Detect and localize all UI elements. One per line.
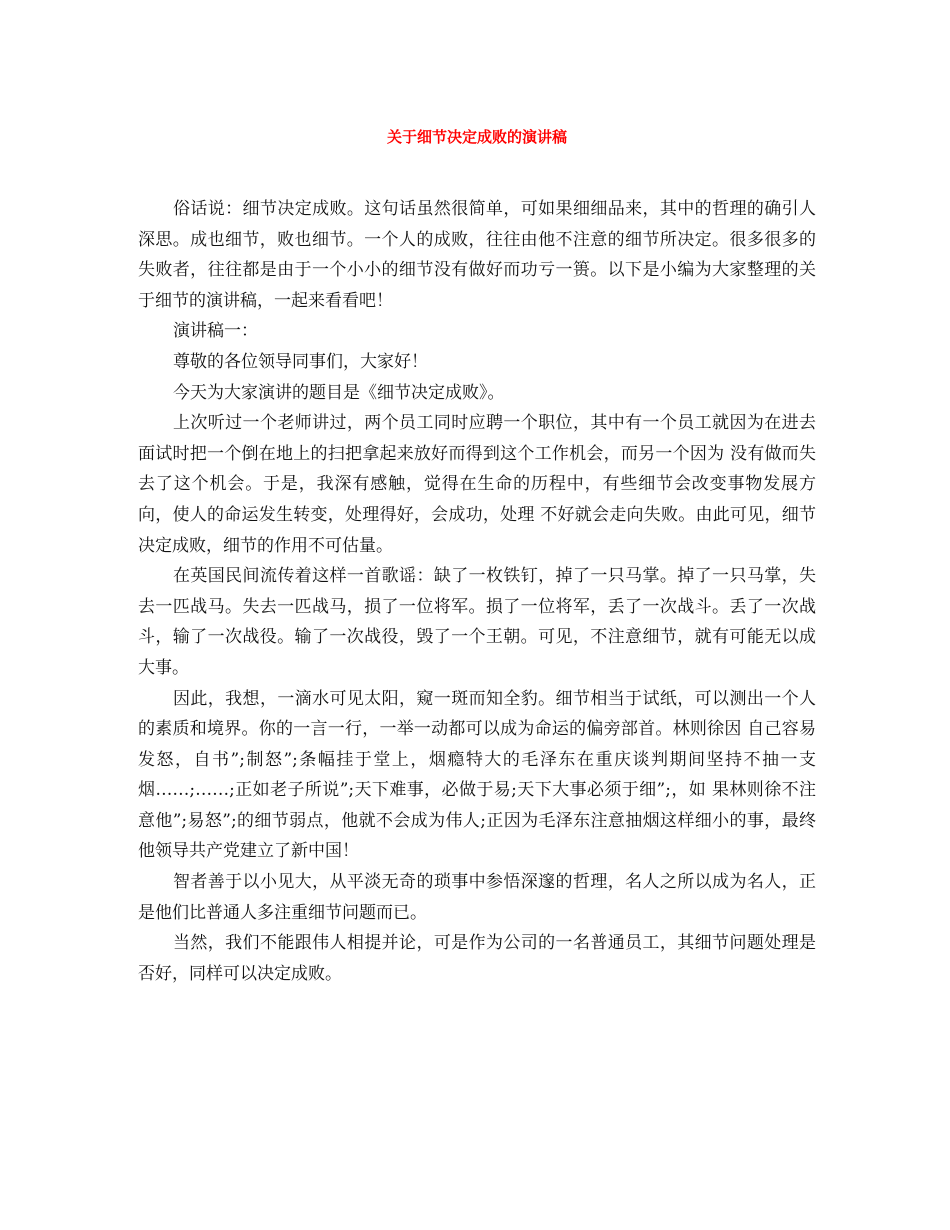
paragraph-ballad: 在英国民间流传着这样一首歌谣：缺了一枚铁钉，掉了一只马掌。掉了一只马掌，失去一匹战马。失去一匹战马，损了一位将军。损了一位将军，丢了一次战斗。丢了一次战斗，输了一次战役。输了一次战役，毁了一个王朝。可见，不注意细节，就有可能无以成大事。 bbox=[138, 566, 816, 678]
paragraph-story: 上次听过一个老师讲过，两个员工同时应聘一个职位，其中有一个员工就因为在进去面试时把一个倒在地上的扫把拿起来放好而得到这个工作机会，而另一个因为 没有做而失去了这个机会。于是，我深有感触，觉得在生命的历程中，有些细节会改变事物发展方向，使人的命运发生转变，处理得好，会成功，处理 不好就会走向失败。由此可见，细节决定成败，细节的作用不可估量。 bbox=[138, 413, 816, 556]
paragraph-greeting: 尊敬的各位领导同事们，大家好！ bbox=[173, 351, 428, 372]
paragraph-speech-label: 演讲稿一： bbox=[173, 321, 258, 342]
paragraph-intro: 俗话说：细节决定成败。这句话虽然很简单，可如果细细品来，其中的哲理的确引人深思。成也细节，败也细节。一个人的成败，往往由他不注意的细节所决定。很多很多的失败者，往往都是由于一个小小的细节没有做好而功亏一篑。以下是小编为大家整理的关于细节的演讲稿，一起来看看吧！ bbox=[138, 199, 816, 311]
paragraph-wise: 智者善于以小见大，从平淡无奇的琐事中参悟深邃的哲理，名人之所以成为名人，正是他们比普通人多注重细节问题而已。 bbox=[138, 872, 816, 923]
paragraph-topic: 今天为大家演讲的题目是《细节决定成败》。 bbox=[173, 382, 505, 403]
document-body bbox=[138, 194, 816, 989]
paragraph-conclusion: 当然，我们不能跟伟人相提并论，可是作为公司的一名普通员工，其细节问题处理是否好，同样可以决定成败。 bbox=[138, 933, 816, 984]
paragraph-examples: 因此，我想，一滴水可见太阳，窥一斑而知全豹。细节相当于试纸，可以测出一个人的素质和境界。你的一言一行，一举一动都可以成为命运的偏旁部首。林则徐因 自己容易发怒，自书”;制怒”;条幅挂于堂上，烟瘾特大的毛泽东在重庆谈判期间坚持不抽一支烟……;……;正如老子所说”;天下难事，必做于易;天下大事必须于细”;，如 果林则徐不注意他”;易怒”;的细节弱点，他就不会成为伟人;正因为毛泽东注意抽烟这样细小的事，最终他领导共产党建立了新中国！ bbox=[138, 688, 816, 862]
document-title: 关于细节决定成败的演讲稿 bbox=[386, 128, 567, 146]
